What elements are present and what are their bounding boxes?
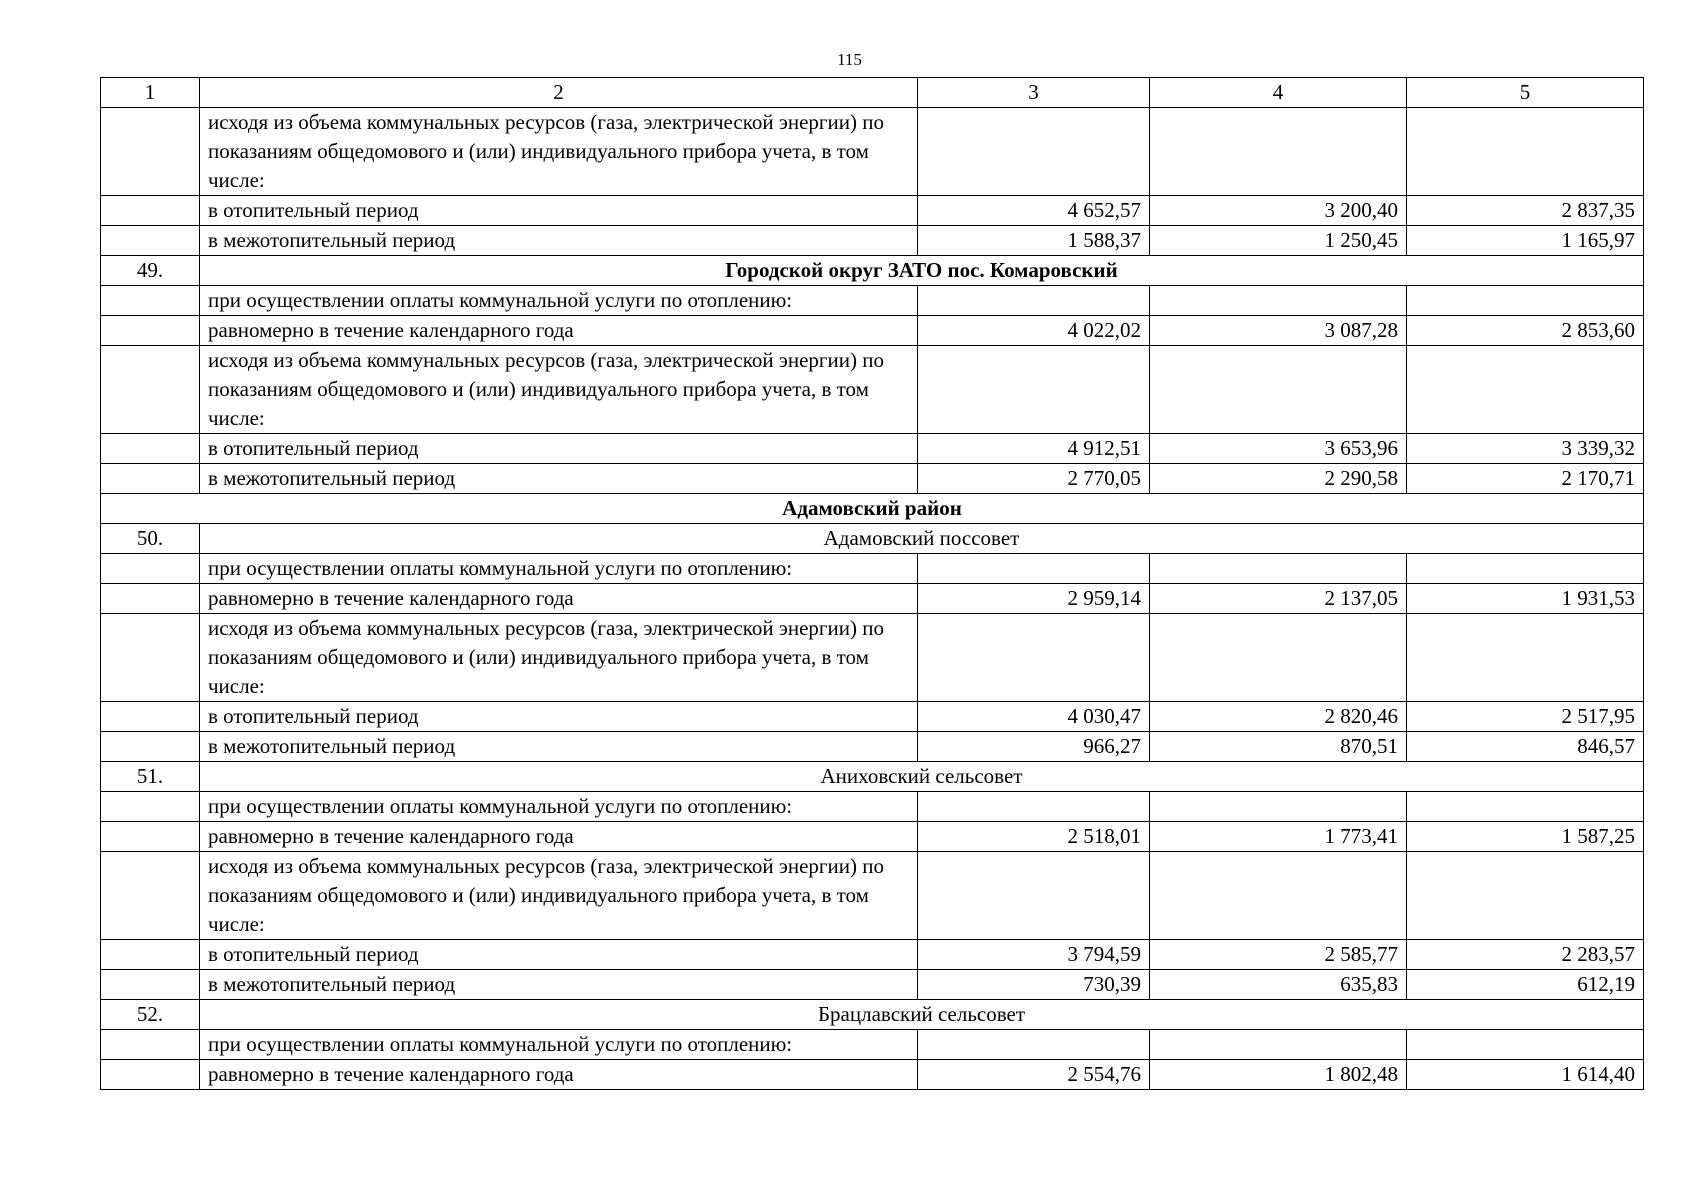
row-description: исходя из объема коммунальных ресурсов (газа, электрической энергии) по показаниям общедомового и (или) индивидуального прибора учета, в том числе: — [200, 108, 918, 196]
value-col-5 — [1407, 346, 1644, 434]
section-title: Аниховский сельсовет — [200, 762, 1644, 792]
section-title: Городской округ ЗАТО пос. Комаровский — [200, 256, 1644, 286]
district-title: Адамовский район — [101, 494, 1644, 524]
column-header: 5 — [1407, 78, 1644, 108]
row-description: в межотопительный период — [200, 970, 918, 1000]
table-row — [101, 732, 1644, 762]
value-col-3 — [918, 346, 1150, 434]
value-col-4 — [1150, 614, 1407, 702]
row-description: равномерно в течение календарного года — [200, 1060, 918, 1090]
row-number: 52. — [101, 1000, 200, 1030]
row-number — [101, 226, 200, 256]
row-description: в отопительный период — [200, 940, 918, 970]
table-row — [101, 852, 1644, 940]
value-col-5: 846,57 — [1407, 732, 1644, 762]
value-col-5: 2 837,35 — [1407, 196, 1644, 226]
row-number — [101, 970, 200, 1000]
value-col-4 — [1150, 346, 1407, 434]
value-col-5: 2 170,71 — [1407, 464, 1644, 494]
section-title: Брацлавский сельсовет — [200, 1000, 1644, 1030]
row-number — [101, 614, 200, 702]
section-header-row — [101, 524, 1644, 554]
tariff-table — [100, 77, 1644, 1090]
table-row — [101, 316, 1644, 346]
value-col-3: 2 770,05 — [918, 464, 1150, 494]
row-description: в межотопительный период — [200, 732, 918, 762]
value-col-3: 2 959,14 — [918, 584, 1150, 614]
row-number — [101, 1030, 200, 1060]
table-row — [101, 702, 1644, 732]
row-number — [101, 702, 200, 732]
value-col-4: 1 802,48 — [1150, 1060, 1407, 1090]
value-col-4 — [1150, 554, 1407, 584]
row-description: равномерно в течение календарного года — [200, 316, 918, 346]
value-col-3: 4 652,57 — [918, 196, 1150, 226]
row-number — [101, 316, 200, 346]
value-col-5 — [1407, 792, 1644, 822]
row-number: 51. — [101, 762, 200, 792]
value-col-5 — [1407, 614, 1644, 702]
value-col-5: 3 339,32 — [1407, 434, 1644, 464]
value-col-3: 4 022,02 — [918, 316, 1150, 346]
row-number — [101, 108, 200, 196]
table-row — [101, 196, 1644, 226]
table-row — [101, 792, 1644, 822]
value-col-4: 2 137,05 — [1150, 584, 1407, 614]
row-description: равномерно в течение календарного года — [200, 584, 918, 614]
table-row — [101, 286, 1644, 316]
value-col-4 — [1150, 1030, 1407, 1060]
table-row — [101, 584, 1644, 614]
value-col-3: 730,39 — [918, 970, 1150, 1000]
row-description: в отопительный период — [200, 702, 918, 732]
value-col-4: 870,51 — [1150, 732, 1407, 762]
value-col-5: 1 931,53 — [1407, 584, 1644, 614]
table-row — [101, 970, 1644, 1000]
district-header-row — [101, 494, 1644, 524]
value-col-4: 1 773,41 — [1150, 822, 1407, 852]
row-description: при осуществлении оплаты коммунальной услуги по отоплению: — [200, 792, 918, 822]
row-number: 50. — [101, 524, 200, 554]
section-header-row — [101, 1000, 1644, 1030]
row-number: 49. — [101, 256, 200, 286]
row-number — [101, 792, 200, 822]
row-number — [101, 346, 200, 434]
column-header: 1 — [101, 78, 200, 108]
table-header-row — [101, 78, 1644, 108]
value-col-5 — [1407, 554, 1644, 584]
value-col-5 — [1407, 108, 1644, 196]
row-number — [101, 434, 200, 464]
value-col-5 — [1407, 286, 1644, 316]
value-col-4: 1 250,45 — [1150, 226, 1407, 256]
table-row — [101, 226, 1644, 256]
value-col-3: 1 588,37 — [918, 226, 1150, 256]
column-header: 4 — [1150, 78, 1407, 108]
row-number — [101, 852, 200, 940]
row-description: при осуществлении оплаты коммунальной услуги по отоплению: — [200, 1030, 918, 1060]
value-col-4 — [1150, 286, 1407, 316]
row-description: равномерно в течение календарного года — [200, 822, 918, 852]
value-col-3 — [918, 1030, 1150, 1060]
row-description: в межотопительный период — [200, 226, 918, 256]
value-col-4: 3 653,96 — [1150, 434, 1407, 464]
row-number — [101, 1060, 200, 1090]
row-number — [101, 732, 200, 762]
row-description: исходя из объема коммунальных ресурсов (газа, электрической энергии) по показаниям общедомового и (или) индивидуального прибора учета, в том числе: — [200, 614, 918, 702]
row-description: исходя из объема коммунальных ресурсов (газа, электрической энергии) по показаниям общедомового и (или) индивидуального прибора учета, в том числе: — [200, 346, 918, 434]
table-row — [101, 1060, 1644, 1090]
table-row — [101, 434, 1644, 464]
row-number — [101, 286, 200, 316]
value-col-5: 2 517,95 — [1407, 702, 1644, 732]
value-col-3 — [918, 614, 1150, 702]
value-col-3 — [918, 792, 1150, 822]
row-number — [101, 584, 200, 614]
row-number — [101, 196, 200, 226]
value-col-3 — [918, 108, 1150, 196]
column-header: 3 — [918, 78, 1150, 108]
row-description: в отопительный период — [200, 196, 918, 226]
value-col-5: 2 853,60 — [1407, 316, 1644, 346]
value-col-5: 1 587,25 — [1407, 822, 1644, 852]
row-number — [101, 822, 200, 852]
value-col-3: 966,27 — [918, 732, 1150, 762]
value-col-4: 2 290,58 — [1150, 464, 1407, 494]
row-number — [101, 940, 200, 970]
value-col-3: 2 518,01 — [918, 822, 1150, 852]
page-number: 115 — [837, 50, 862, 69]
row-description: при осуществлении оплаты коммунальной услуги по отоплению: — [200, 554, 918, 584]
value-col-5: 2 283,57 — [1407, 940, 1644, 970]
value-col-3 — [918, 554, 1150, 584]
value-col-3 — [918, 286, 1150, 316]
value-col-4: 2 820,46 — [1150, 702, 1407, 732]
value-col-4 — [1150, 792, 1407, 822]
section-title: Адамовский поссовет — [200, 524, 1644, 554]
value-col-4 — [1150, 108, 1407, 196]
table-row — [101, 822, 1644, 852]
row-number — [101, 554, 200, 584]
value-col-5 — [1407, 1030, 1644, 1060]
value-col-4: 635,83 — [1150, 970, 1407, 1000]
row-description: в межотопительный период — [200, 464, 918, 494]
value-col-5: 1 165,97 — [1407, 226, 1644, 256]
row-description: исходя из объема коммунальных ресурсов (газа, электрической энергии) по показаниям общедомового и (или) индивидуального прибора учета, в том числе: — [200, 852, 918, 940]
value-col-4 — [1150, 852, 1407, 940]
table-row — [101, 1030, 1644, 1060]
row-description: в отопительный период — [200, 434, 918, 464]
section-header-row — [101, 256, 1644, 286]
column-header: 2 — [200, 78, 918, 108]
value-col-3: 3 794,59 — [918, 940, 1150, 970]
table-row — [101, 614, 1644, 702]
value-col-4: 2 585,77 — [1150, 940, 1407, 970]
value-col-5 — [1407, 852, 1644, 940]
value-col-3: 4 912,51 — [918, 434, 1150, 464]
row-description: при осуществлении оплаты коммунальной услуги по отоплению: — [200, 286, 918, 316]
table-row — [101, 464, 1644, 494]
value-col-5: 1 614,40 — [1407, 1060, 1644, 1090]
table-row — [101, 554, 1644, 584]
section-header-row — [101, 762, 1644, 792]
table-row — [101, 108, 1644, 196]
value-col-3: 4 030,47 — [918, 702, 1150, 732]
table-row — [101, 940, 1644, 970]
value-col-3: 2 554,76 — [918, 1060, 1150, 1090]
value-col-5: 612,19 — [1407, 970, 1644, 1000]
value-col-4: 3 200,40 — [1150, 196, 1407, 226]
row-number — [101, 464, 200, 494]
table-row — [101, 346, 1644, 434]
value-col-4: 3 087,28 — [1150, 316, 1407, 346]
value-col-3 — [918, 852, 1150, 940]
